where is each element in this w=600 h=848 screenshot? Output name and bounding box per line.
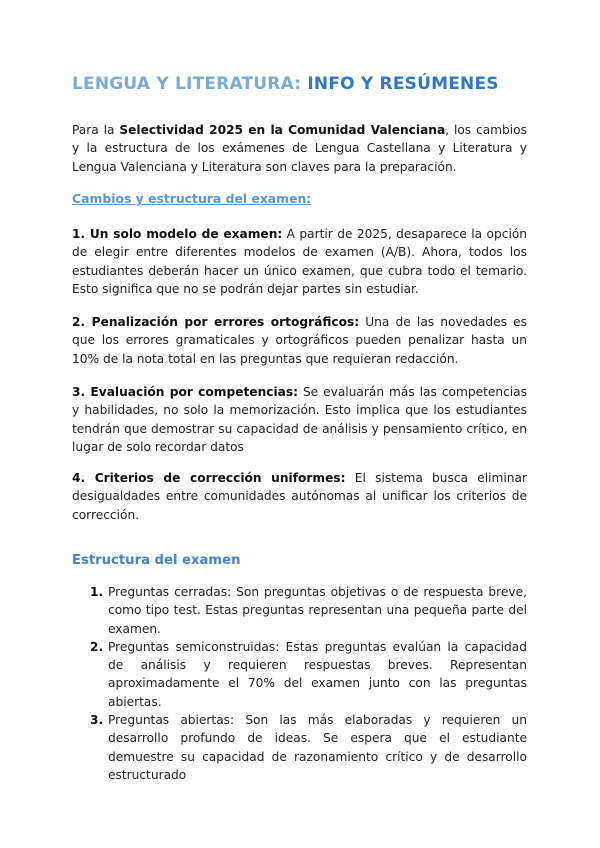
- point-2-heading: 2. Penalización por errores ortográficos:: [72, 315, 360, 329]
- point-1-text: A partir de 2025, desaparece la opción de elegir entre diferentes modelos de examen (A/B). Ahora, todos los estudiantes deberán hacer un único examen, que cubra todo el temario. Esto significa que no se podrán dejar partes sin estudiar.: [72, 227, 528, 296]
- list-item-text: Preguntas cerradas: Son preguntas objetivas o de respuesta breve, como tipo test. Estas preguntas representan una pequeña parte del examen.: [108, 585, 527, 636]
- intro-post: , los cambios y la estructura de los exámenes de Lengua Castellana y Literatura y Lengua Valenciana y Literatura son claves para la preparación.: [72, 123, 527, 174]
- list-item: [90, 711, 527, 784]
- page-title: [72, 74, 499, 94]
- section-heading-estructura: Estructura del examen: [72, 553, 241, 568]
- title-part-1: LENGUA Y LITERATURA:: [72, 74, 308, 94]
- section-link-cambios[interactable]: Cambios y estructura del examen:: [72, 191, 312, 206]
- point-4-text: El sistema busca eliminar desigualdades entre comunidades autónomas al unificar los criterios de corrección.: [72, 471, 528, 522]
- list-item-number: 2.: [90, 639, 104, 654]
- point-3-heading: 3. Evaluación por competencias:: [72, 385, 298, 399]
- intro-pre: Para la: [72, 123, 120, 137]
- list-item: [90, 583, 527, 638]
- title-part-2: INFO Y RESÚMENES: [307, 74, 499, 94]
- point-2: [72, 313, 527, 368]
- intro-bold: Selectividad 2025 en la Comunidad Valenciana: [119, 123, 446, 137]
- structure-list: [90, 583, 527, 784]
- point-4-heading: 4. Criterios de corrección uniformes:: [72, 471, 346, 485]
- list-item-number: 1.: [90, 585, 104, 599]
- point-3-text: Se evaluarán más las competencias y habilidades, no solo la memorización. Esto implica que los estudiantes tendrán que demostrar su capacidad de análisis y pensamiento crítico, en lugar de solo recordar datos: [72, 385, 527, 454]
- point-3: [72, 383, 527, 456]
- point-2-text: Una de las novedades es que los errores gramaticales y ortográficos pueden penalizar hasta un 10% de la nota total en las preguntas que requieran redacción.: [72, 315, 527, 366]
- point-4: [72, 469, 527, 524]
- point-1: [72, 225, 527, 298]
- intro-paragraph: [72, 121, 527, 176]
- list-item-text: Preguntas semiconstruidas: Estas preguntas evalúan la capacidad de análisis y requieren respuestas breves. Representan aproximadamente el 70% del examen junto con las preguntas abiertas.: [108, 639, 527, 709]
- list-item-text: Preguntas abiertas: Son las más elaboradas y requieren un desarrollo profundo de ideas. Se espera que el estudiante demuestre su capacidad de razonamiento crítico y de desarrollo estructurado: [108, 713, 527, 782]
- list-item: [90, 638, 527, 711]
- point-1-heading: 1. Un solo modelo de examen:: [72, 227, 283, 241]
- list-item-number: 3.: [90, 713, 104, 728]
